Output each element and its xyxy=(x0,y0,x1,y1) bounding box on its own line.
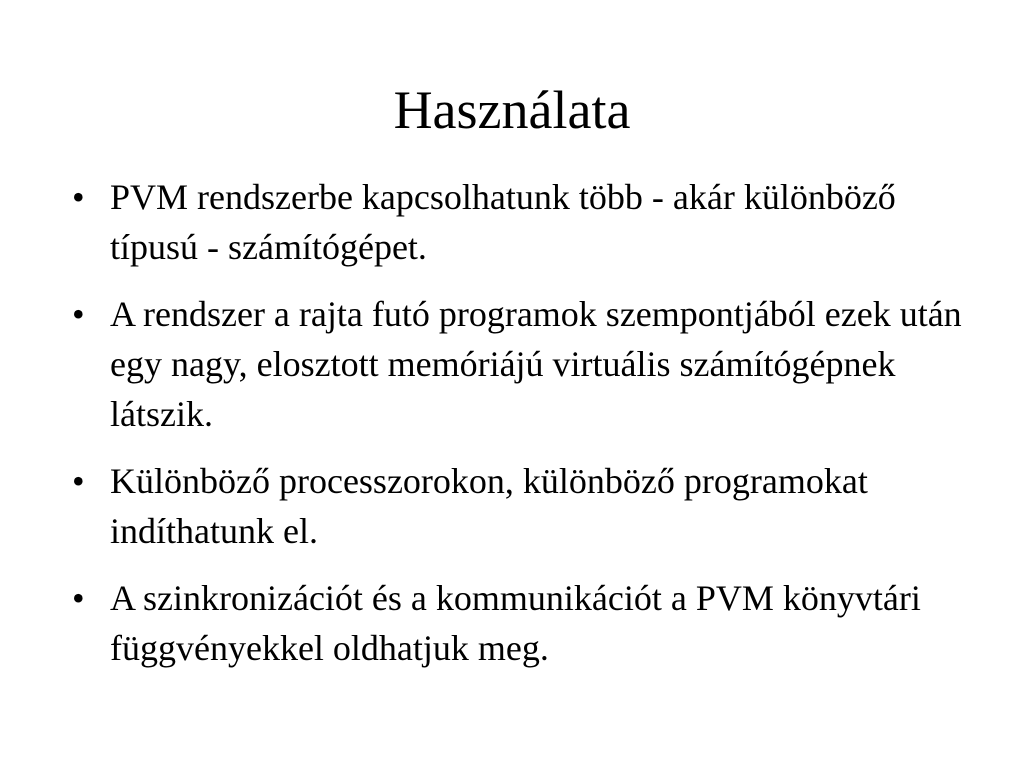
bullet-item xyxy=(72,289,972,439)
bullet-list xyxy=(72,172,972,690)
bullet-item xyxy=(72,172,972,272)
bullet-item xyxy=(72,573,972,673)
bullet-dot-icon: • xyxy=(72,578,85,618)
bullet-text: A rendszer a rajta futó programok szempontjából ezek után egy nagy, elosztott memóriájú virtuális számítógépnek látszik. xyxy=(110,294,962,434)
bullet-text: Különböző processzorokon, különböző programokat indíthatunk el. xyxy=(110,461,868,551)
bullet-item xyxy=(72,456,972,556)
bullet-dot-icon: • xyxy=(72,294,85,334)
bullet-text: PVM rendszerbe kapcsolhatunk több - akár különböző típusú - számítógépet. xyxy=(110,177,896,267)
bullet-text: A szinkronizációt és a kommunikációt a PVM könyvtári függvényekkel oldhatjuk meg. xyxy=(110,578,921,668)
slide-title: Használata xyxy=(393,80,631,140)
bullet-dot-icon: • xyxy=(72,177,85,217)
bullet-dot-icon: • xyxy=(72,461,85,501)
